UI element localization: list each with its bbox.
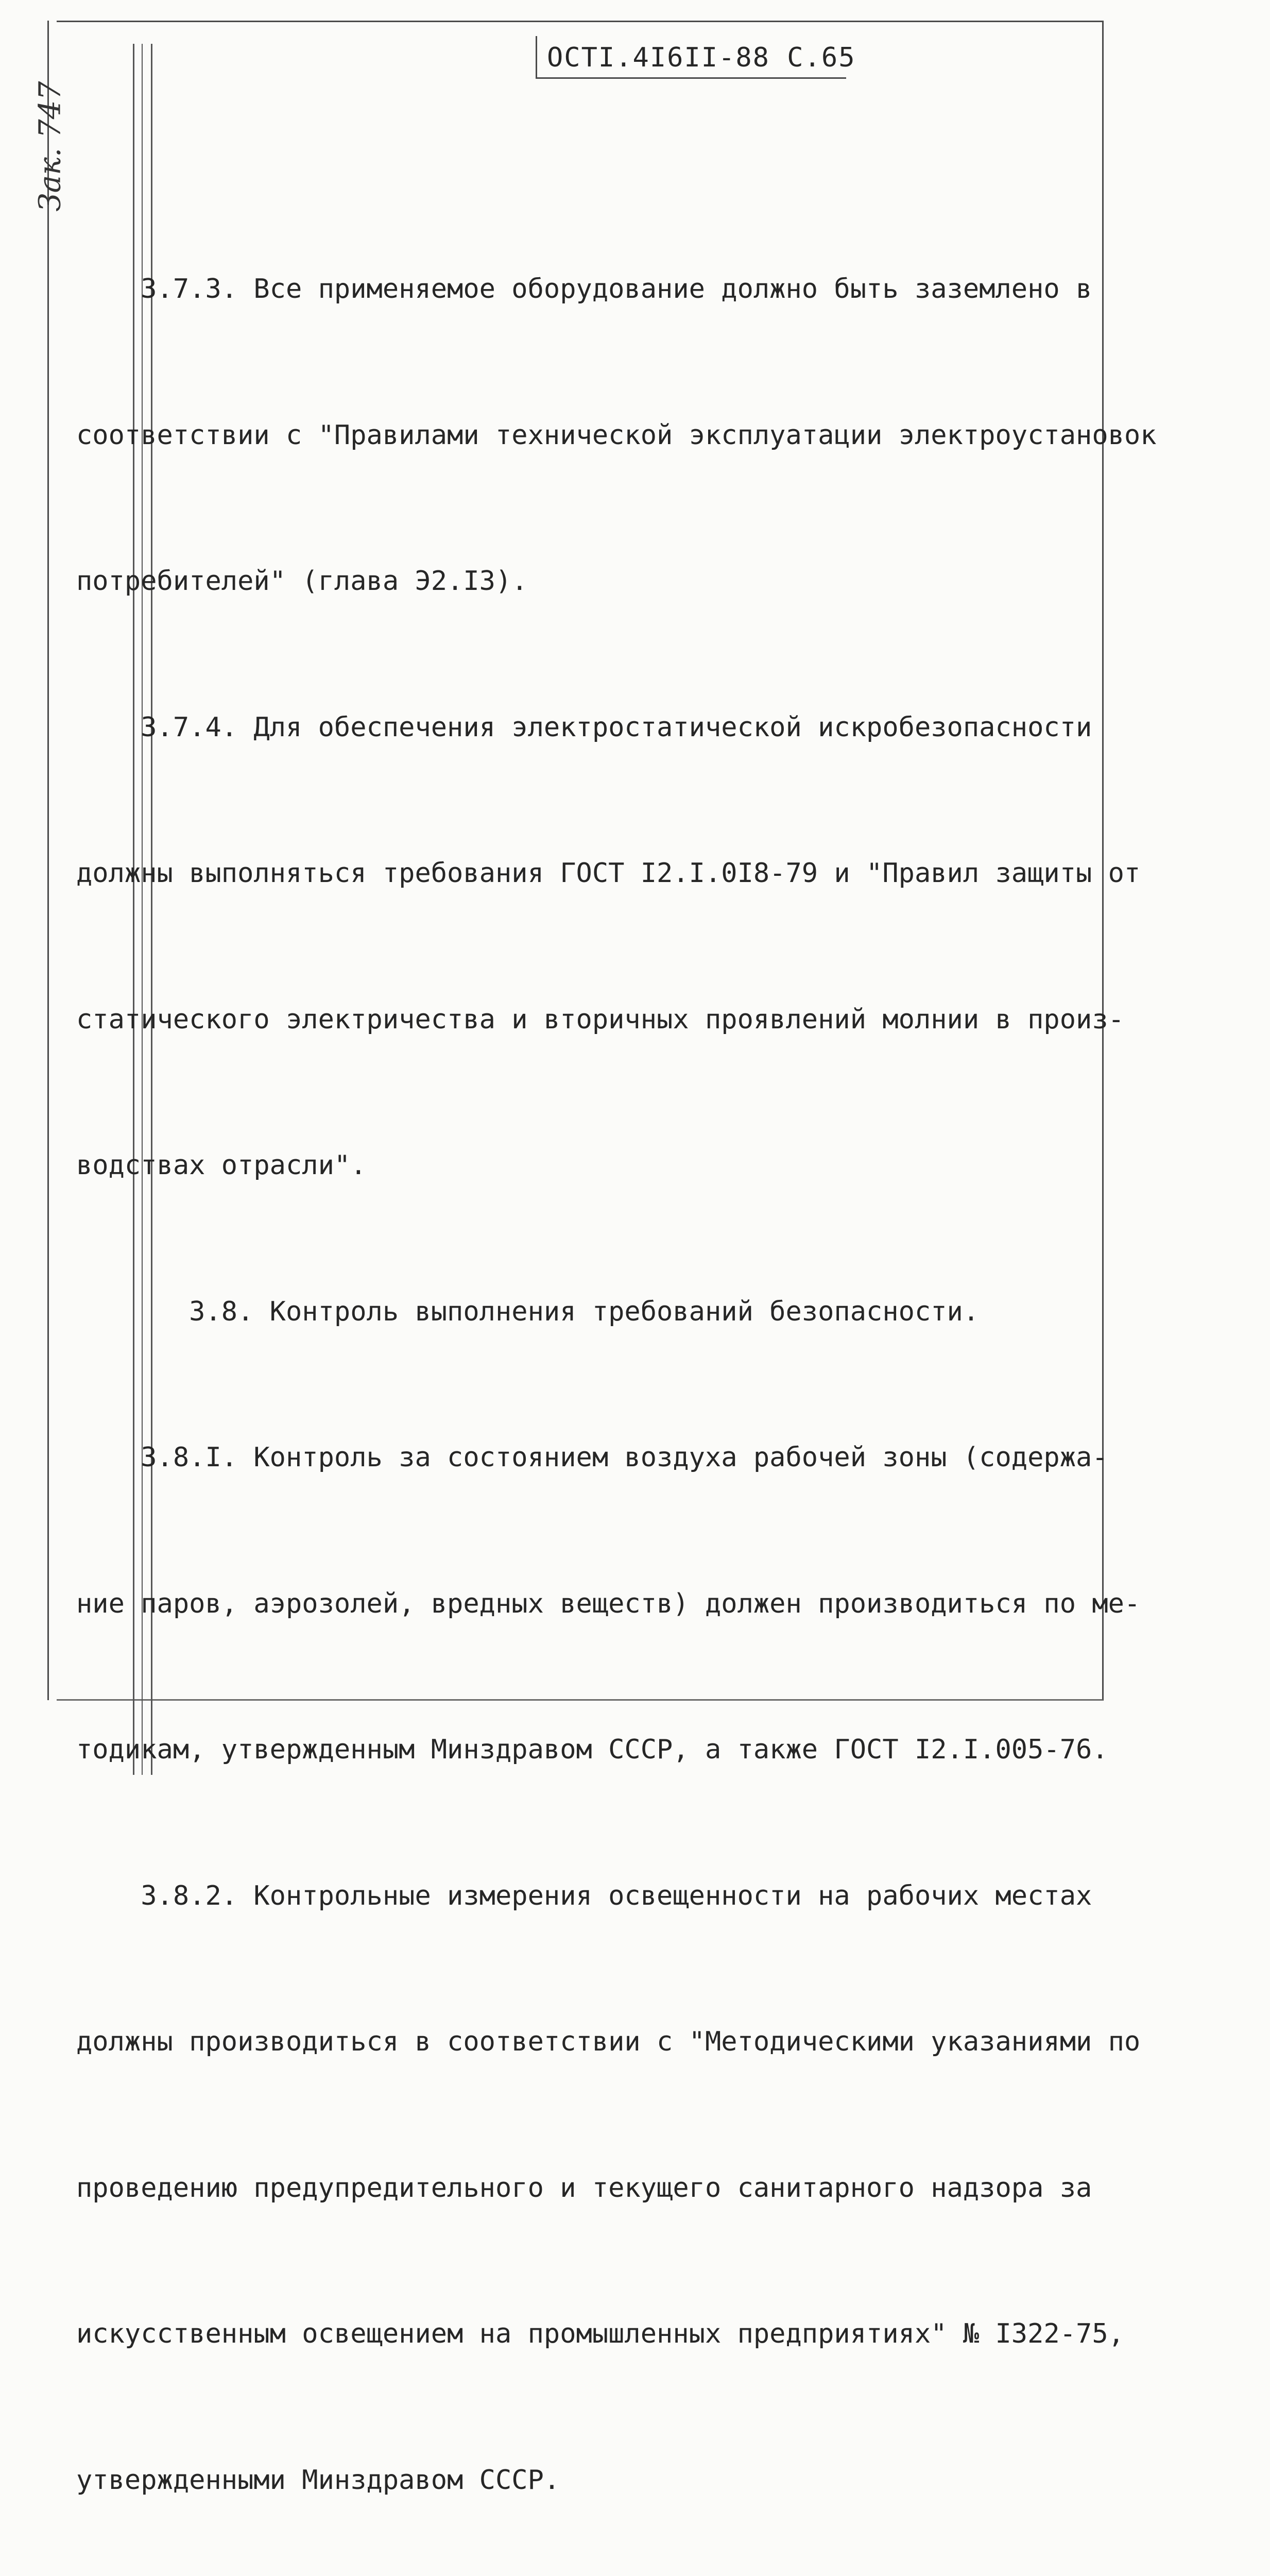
body-line: искусственным освещением на промышленных предприятиях" № I322-75, [76,2318,1124,2349]
body-line: водствах отрасли". [76,1150,367,1181]
document-reference: ОСТI.4I6II-88 С.65 [547,42,856,73]
body-line: должны выполняться требования ГОСТ I2.I.0I8-79 и "Правил защиты от [76,858,1141,889]
section-heading: 3.8. Контроль выполнения требований безопасности. [76,1296,980,1327]
document-body [76,167,1157,2576]
body-line: потребителей" (глава Э2.I3). [76,566,528,597]
body-line: проведению предупредительного и текущего санитарного надзора за [76,2172,1092,2204]
body-line: 3.7.4. Для обеспечения электростатической искробезопасности [76,711,1092,743]
body-line: 3.8.2. Контрольные измерения освещенности на рабочих местах [76,1880,1092,1911]
body-line: тодикам, утвержденным Минздравом СССР, а также ГОСТ I2.I.005-76. [76,1734,1108,1765]
body-line: ние паров, аэрозолей, вредных веществ) должен производиться по ме- [76,1588,1141,1619]
body-line: 3.7.3. Все применяемое оборудование должно быть заземлено в [76,274,1092,304]
body-line: утвержденными Минздравом СССР. [76,2464,560,2496]
margin-handwritten-note: Зак. 747 [32,81,67,212]
body-line: соответствии с "Правилами технической эксплуатации электроустановок [76,419,1157,451]
body-line: должны производиться в соответствии с "Методическими указаниями по [76,2026,1141,2057]
body-line: статического электричества и вторичных проявлений молнии в произ- [76,1004,1124,1035]
body-line: 3.8.I. Контроль за состоянием воздуха рабочей зоны (содержа- [76,1442,1108,1473]
page-frame-left-edge [47,21,49,1700]
